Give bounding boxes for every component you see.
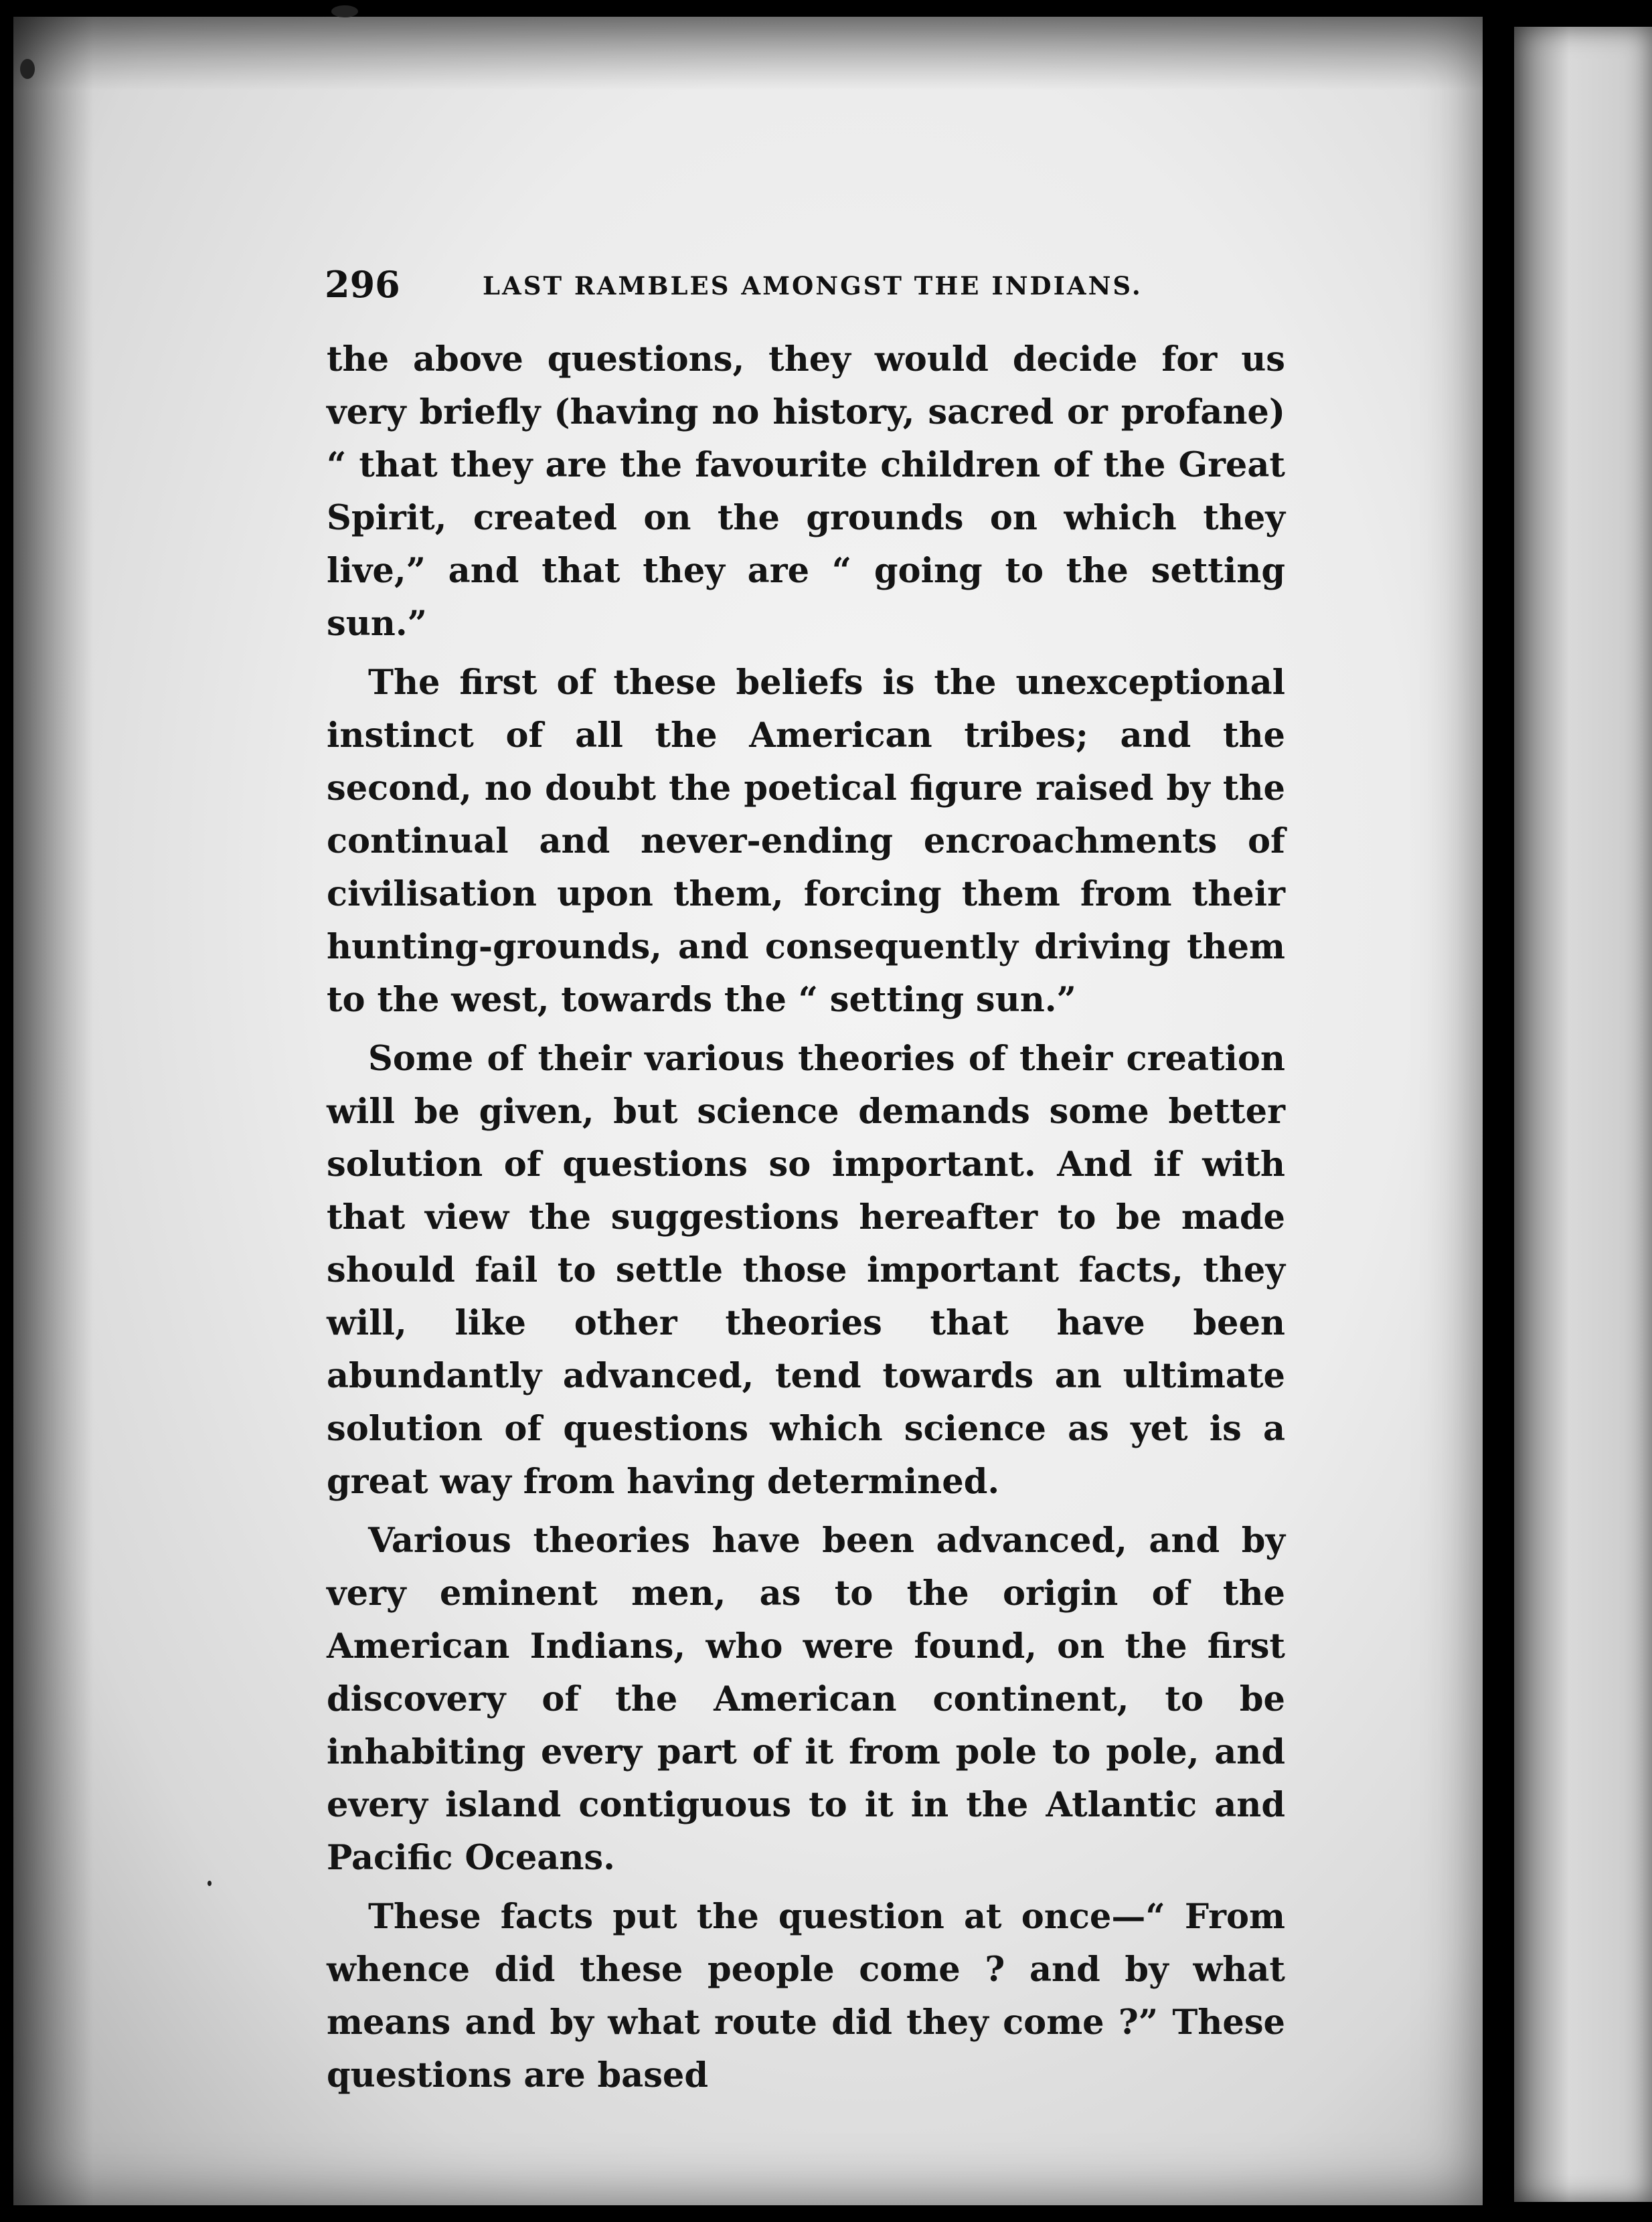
scan-speck: [20, 59, 35, 79]
scan-speck: [208, 1881, 212, 1886]
paragraph: Various theories have been advanced, and by very eminent men, as to the origin of the American Indians, who were found, on the first discovery of the American continent, to be inhabiting every part of it from pole to pole, and every island contiguous to it in the Atlantic and Pacific Oceans.: [327, 1521, 1285, 1878]
paragraph: Some of their various theories of their creation will be given, but science demands some better solution of questions so important. And if with that view the suggestions hereafter to be made should fail to settle those important facts, they will, like other theories that have been abundantly advanced, tend towards an ultimate solution of questions which science as yet is a great way from having determined.: [327, 1039, 1285, 1502]
page-number: 296: [325, 263, 400, 306]
body-text: [327, 333, 1285, 2108]
scan-speck: [331, 5, 358, 17]
paragraph: The first of these beliefs is the unexceptional instinct of all the American tribes; and the second, no doubt the poetical figure raised by the continual and never-ending encroachments of civilisation upon them, forcing them from their hunting-grounds, and consequently driving them to the west, towards the “ setting sun.”: [327, 663, 1285, 1020]
running-head: LAST RAMBLES AMONGST THE INDIANS.: [483, 271, 1143, 301]
paragraph: the above questions, they would decide for us very briefly (having no history, sacred or profane) “ that they are the favourite children of the Great Spirit, created on the grounds on which they live,” and that they are “ going to the setting sun.”: [327, 339, 1285, 644]
page-shadow-top: [13, 17, 1483, 90]
adjacent-page-edge: [1514, 27, 1652, 2202]
paragraph: These facts put the question at once—“ From whence did these people come ? and by what means and by what route did they come ?” These questions are based: [327, 1897, 1285, 2096]
page-header: [325, 263, 1289, 306]
book-gutter: [1483, 0, 1513, 2222]
page-shadow-left: [13, 17, 94, 2205]
